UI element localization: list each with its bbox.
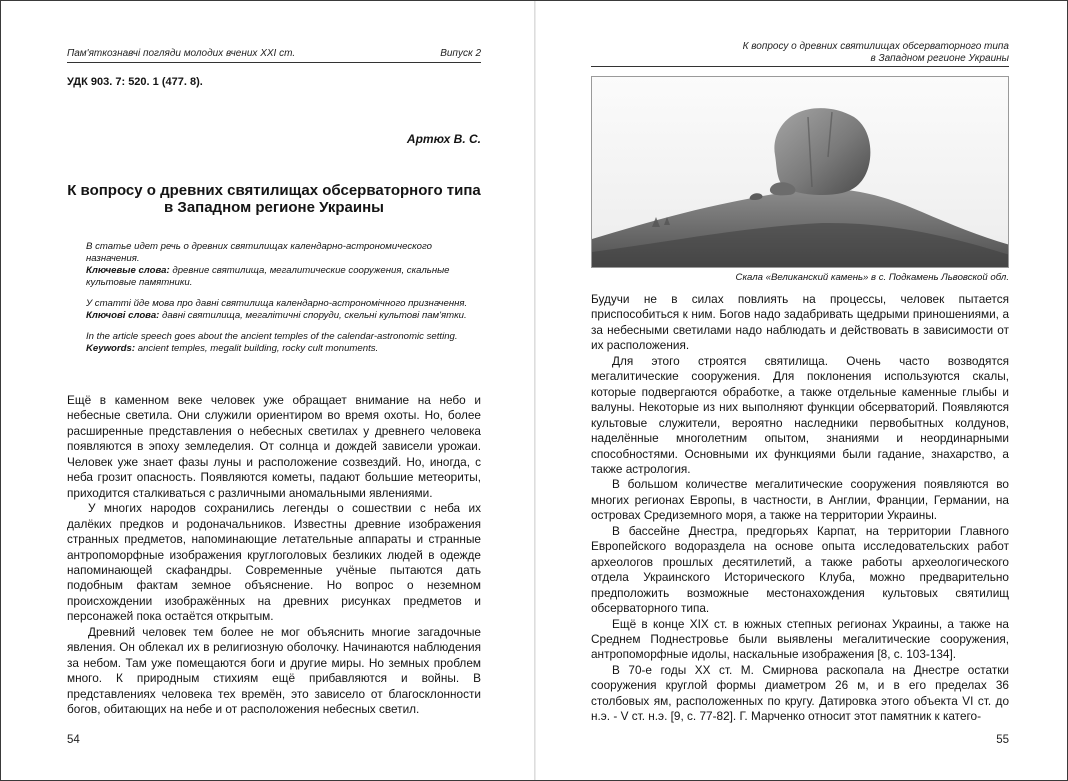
right-body-text [591, 292, 1009, 725]
rock-photo-image [592, 77, 1009, 268]
abstract-text: In the article speech goes about the ancient temples of the calendar-astronomic setting. [86, 331, 458, 342]
body-paragraph: В 70-е годы XX ст. М. Смирнова раскопала на Днестре остатки сооружения круглой формы диаметром 26 м, и в его пределах 36 столбовых ям, расположенных по кругу. Датировка этого объекта VI ст. до н.э. - V ст. н.э. [9, с. 77-82]. Г. Марченко относит этот памятник к катего- [591, 662, 1009, 724]
article-author: Артюх В. С. [406, 132, 481, 146]
header-rule [67, 62, 481, 63]
running-head-issue: Випуск 2 [440, 48, 481, 59]
right-page [536, 1, 1067, 780]
running-head-line: К вопросу о древних святилищах обсерваторного типа [742, 41, 1009, 52]
running-head-journal: Пам'яткознавчі погляди молодих вчених XXI ст. [67, 48, 296, 59]
abstract-text: У статті йде мова про давні святилища календарно-астрономічного призначення. [86, 298, 468, 309]
udc-code: УДК 903. 7: 520. 1 (477. 8). [67, 76, 203, 88]
body-paragraph: Для этого строятся святилища. Очень часто возводятся мегалитические сооружения. Для поклонения используются скалы, которые подвергаются обработке, а также отдельные каменные глыбы и валуны. Некоторые из них выполняют функции обсерваторий. Появляются культовые служители, вероятно наследники первобытных колдунов, наделённые многолетним опытом, знаниями и неординарными способностями. Основными их функциями были гадание, знахарство, а также астрология. [591, 353, 1009, 476]
article-title: К вопросу о древних святилищах обсерваторного типа в Западном регионе Украины [67, 182, 481, 216]
abstract-english [86, 331, 478, 355]
body-paragraph: Будучи не в силах повлиять на процессы, человек пытается приспособиться к ним. Богов надо задабривать щедрыми приношениями, а за небесными светилами надо наблюдать и действовать в зависимости от их расположения. [591, 292, 1009, 353]
keywords-list: давні святилища, мегалітичні споруди, скельні культові пам'ятки. [162, 310, 467, 321]
keywords-list: ancient temples, megalit building, rocky cult monuments. [137, 343, 379, 354]
abstract-russian [86, 241, 478, 289]
rock-photo [591, 76, 1009, 268]
body-paragraph: Ещё в конце XIX ст. в южных степных регионах Украины, а также на Среднем Поднестровье были выявлены мегалитические сооружения, антропоморфные идолы, наскальные изображения [8, с. 103-134]. [591, 616, 1009, 662]
keywords-label: Ключевые слова: [86, 265, 170, 276]
running-head-article [743, 41, 1009, 65]
body-paragraph: Древний человек тем более не мог объяснить многие загадочные явления. Он облекал их в религиозную оболочку. Начинаются наблюдения за небом. Там уже помещаются боги и другие миры. Но земных проблем много. К природным стихиям ещё прибавляются и войны. В представлениях человека тех времён, это зависело от благосклонности богов, обитающих на небе и от расположения небесных светил. [67, 624, 481, 717]
running-head-line: в Западном регионе Украины [870, 53, 1009, 64]
page-number: 55 [996, 734, 1009, 746]
keywords-label: Ключові слова: [86, 310, 160, 321]
abstract-ukrainian [86, 298, 478, 322]
keywords-list: древние святилища, мегалитические сооружения, скальные культовые памятники. [86, 265, 450, 288]
keywords-label: Keywords: [86, 343, 136, 354]
photo-caption: Скала «Великанский камень» в с. Подкамень Львовской обл. [735, 272, 1009, 283]
body-paragraph: В бассейне Днестра, предгорьях Карпат, на территории Главного Европейского водораздела на основе опыта исследовательских работ археологов прошлых десятилетий, а также работы археологического отдела Украинского Исторического Клуба, можно предварительно предположить возможные местонахождения культовых святилищ обсерваторного типа. [591, 523, 1009, 616]
left-body-text [67, 393, 481, 718]
header-rule [591, 66, 1009, 67]
abstract-text: В статье идет речь о древних святилищах календарно-астрономического назначения. [86, 241, 432, 264]
body-paragraph: У многих народов сохранились легенды о сошествии с неба их далёких предков и родоначальников. Известны древние изображения странных предметов, напоминающие летательные аппараты и странные антропоморфные изображения круглоголовых безликих людей в одежде напоминающей скафандры. Современные учёные пытаются дать подобным фактам земное объяснение. Но вопрос о неземном происхождении изображённых на древних рисунках предметов и персонажей пока остаётся открытым. [67, 501, 481, 624]
body-paragraph: В большом количестве мегалитические сооружения появляются во многих регионах Европы, в частности, в Англии, Франции, Германии, на островах Средиземного моря, а также на территории Украины. [591, 477, 1009, 523]
abstracts-block [86, 241, 478, 364]
left-page [1, 1, 534, 780]
page-number: 54 [67, 734, 80, 746]
body-paragraph: Ещё в каменном веке человек уже обращает внимание на небо и небесные светила. Они служили ориентиром во время охоты. Но, более расширенные представления о небесных светилах у древнего человека появляются в эпоху земледелия. От солнца и дождей зависели урожаи. Человек уже знает фазы луны и расположение созвездий. Но, иногда, с неба грозит опасность. Появляются кометы, падают большие метеориты, приходится сталкиваться с различными аномальными явлениями. [67, 393, 481, 500]
